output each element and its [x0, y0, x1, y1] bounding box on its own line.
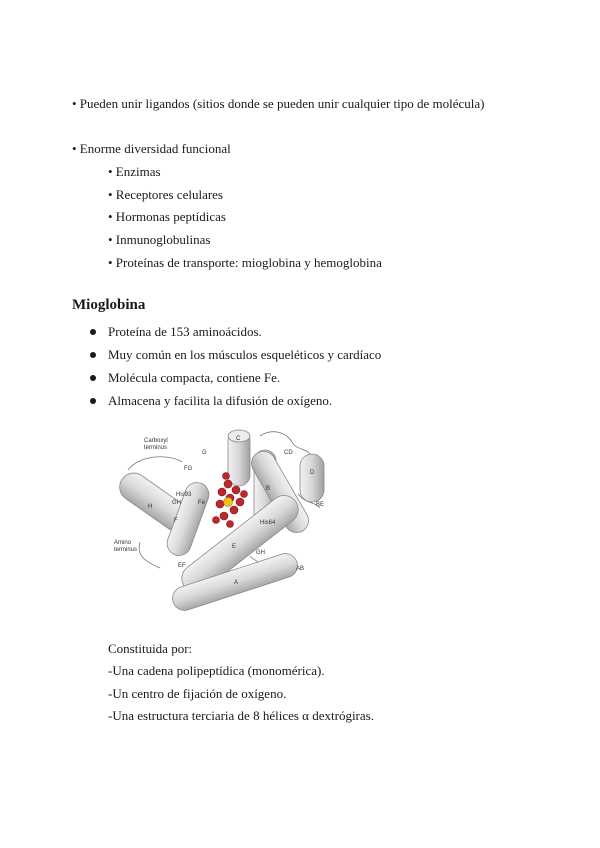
label-carboxyl-terminus: terminus — [144, 445, 168, 451]
label-gh: GH — [172, 500, 181, 506]
heme-atom — [241, 491, 248, 498]
label-fe: Fe — [198, 500, 206, 506]
label-his93: His93 — [176, 492, 192, 498]
heme-atom — [227, 521, 234, 528]
composition-line: -Una cadena polipeptídica (monomérica). — [108, 663, 325, 678]
label-amino: Amino — [114, 540, 132, 546]
label-f: F — [174, 518, 178, 524]
label-h: H — [148, 504, 153, 510]
loop-gh-top — [128, 457, 182, 470]
label-fg: FG — [184, 466, 193, 472]
composition-heading: Constituida por: — [108, 641, 193, 656]
mioglobina-item: Muy común en los músculos esqueléticos y cardíaco — [108, 347, 382, 362]
label-c: C — [236, 436, 241, 442]
heme-atom — [218, 488, 226, 496]
heme-atom — [223, 473, 230, 480]
label-amino-terminus: terminus — [114, 547, 138, 553]
label-ab: AB — [296, 566, 305, 572]
label-be: BE — [316, 502, 325, 508]
label-cd: CD — [284, 450, 293, 456]
mioglobina-item: Proteína de 153 aminoácidos. — [108, 324, 262, 339]
bullet-dot — [90, 375, 96, 381]
label-ef: EF — [178, 563, 186, 569]
iron-atom — [224, 498, 233, 507]
function-item: • Enzimas — [108, 164, 161, 179]
mioglobina-item: Molécula compacta, contiene Fe. — [108, 370, 281, 385]
heme-atom — [232, 486, 240, 494]
function-item: • Receptores celulares — [108, 187, 223, 202]
label-his64: His64 — [260, 520, 276, 526]
label-gh-lower: GH — [256, 550, 265, 556]
heme-atom — [213, 517, 220, 524]
mioglobina-item: Almacena y facilita la difusión de oxígeno. — [108, 393, 333, 408]
heme-atom — [236, 498, 244, 506]
myoglobin-structure-figure — [110, 424, 340, 612]
function-item: • Inmunoglobulinas — [108, 232, 211, 247]
amino-loop — [139, 542, 160, 568]
composition-line: -Un centro de fijación de oxígeno. — [108, 686, 287, 701]
section-title: Mioglobina — [72, 297, 146, 313]
label-g: G — [202, 450, 207, 456]
heme-atom — [224, 480, 232, 488]
bullet-dot — [90, 329, 96, 335]
function-item: • Proteínas de transporte: mioglobina y hemoglobina — [108, 255, 382, 270]
label-d: D — [310, 470, 315, 476]
heme-atom — [216, 500, 224, 508]
bullet-diversity: • Enorme diversidad funcional — [72, 141, 231, 156]
bullet-ligands: • Pueden unir ligandos (sitios donde se pueden unir cualquier tipo de molécula) — [72, 96, 485, 111]
helix-d — [300, 454, 324, 502]
label-carboxyl: Carboxyl — [144, 438, 168, 444]
label-b: B — [266, 486, 271, 492]
bullet-dot — [90, 398, 96, 404]
function-item: • Hormonas peptídicas — [108, 209, 226, 224]
label-e: E — [232, 544, 237, 550]
bullet-dot — [90, 352, 96, 358]
heme-atom — [230, 506, 238, 514]
composition-line: -Una estructura terciaria de 8 hélices α dextrógiras. — [108, 708, 374, 723]
label-a: A — [234, 580, 239, 586]
heme-atom — [220, 512, 228, 520]
